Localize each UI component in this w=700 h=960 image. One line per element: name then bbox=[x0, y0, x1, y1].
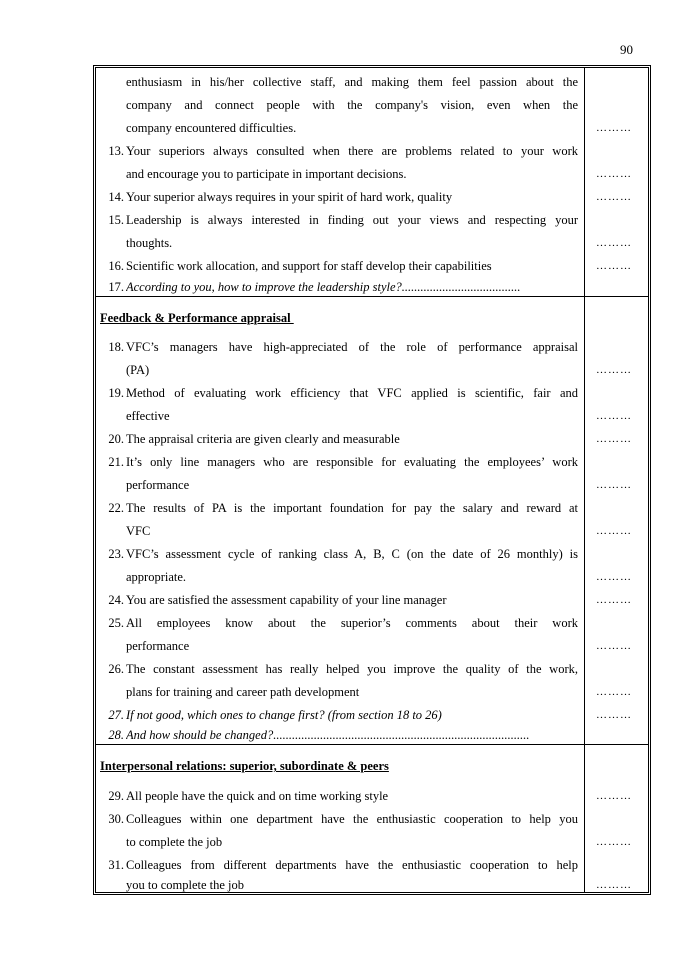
rating-blank[interactable]: ……… bbox=[596, 191, 632, 203]
item-text: effective bbox=[126, 409, 170, 423]
item-text: All people have the quick and on time working style bbox=[126, 789, 389, 803]
continuation-line: company and connect people with the company's vision, even when the bbox=[126, 98, 578, 112]
questionnaire-table bbox=[93, 65, 651, 895]
rating-blank[interactable]: ……… bbox=[596, 410, 632, 422]
item-number: 22. bbox=[108, 501, 124, 515]
rating-blank[interactable]: ……… bbox=[596, 260, 632, 272]
item-text: Leadership is always interested in finding out your views and respecting your bbox=[126, 213, 578, 227]
rating-blank[interactable]: ……… bbox=[596, 640, 632, 652]
item-text: Scientific work allocation, and support for staff develop their capabilities bbox=[126, 259, 492, 273]
rating-blank[interactable]: ……… bbox=[596, 168, 632, 180]
item-text: Colleagues from different departments have the enthusiastic cooperation to help bbox=[126, 858, 578, 872]
rating-blank[interactable]: ……… bbox=[596, 571, 632, 583]
item-number: 18. bbox=[108, 340, 124, 354]
item-text: Your superior always requires in your spirit of hard work, quality bbox=[126, 190, 453, 204]
item-text: You are satisfied the assessment capability of your line manager bbox=[126, 593, 447, 607]
item-number: 26. bbox=[108, 662, 124, 676]
item-number: 21. bbox=[108, 455, 124, 469]
item-number: 16. bbox=[108, 259, 124, 273]
item-number: 25. bbox=[108, 616, 124, 630]
item-text[interactable]: And how should be changed?.................................................................................. bbox=[126, 728, 530, 742]
rating-blank[interactable]: ……… bbox=[596, 433, 632, 445]
rating-blank[interactable]: ……… bbox=[596, 479, 632, 491]
item-number: 29. bbox=[108, 789, 124, 803]
page-number: 90 bbox=[620, 42, 633, 57]
item-text: to complete the job bbox=[126, 835, 223, 849]
continuation-line: company encountered difficulties. bbox=[126, 121, 297, 135]
rating-blank[interactable]: ……… bbox=[596, 237, 632, 249]
rating-blank[interactable]: ……… bbox=[596, 790, 632, 802]
item-number: 19. bbox=[108, 386, 124, 400]
item-number: 24. bbox=[108, 593, 124, 607]
item-number: 17. bbox=[108, 280, 124, 294]
rating-blank[interactable]: ……… bbox=[596, 879, 632, 891]
item-text: Your superiors always consulted when there are problems related to your work bbox=[126, 144, 578, 158]
column-divider bbox=[584, 68, 585, 892]
item-number: 20. bbox=[108, 432, 124, 446]
item-text: and encourage you to participate in important decisions. bbox=[126, 167, 407, 181]
item-text: performance bbox=[126, 639, 190, 653]
item-text: VFC’s managers have high-appreciated of the role of performance appraisal bbox=[126, 340, 578, 354]
item-number: 31. bbox=[108, 858, 124, 872]
item-text: The results of PA is the important foundation for pay the salary and reward at bbox=[126, 501, 578, 515]
item-text: The appraisal criteria are given clearly and measurable bbox=[126, 432, 400, 446]
item-text: performance bbox=[126, 478, 190, 492]
item-number: 23. bbox=[108, 547, 124, 561]
section-heading: Interpersonal relations: superior, subordinate & peers bbox=[100, 759, 389, 773]
item-number: 27. bbox=[108, 708, 124, 722]
item-number: 30. bbox=[108, 812, 124, 826]
item-text: Method of evaluating work efficiency that VFC applied is scientific, fair and bbox=[126, 386, 578, 400]
item-number: 15. bbox=[108, 213, 124, 227]
item-number: 13. bbox=[108, 144, 124, 158]
rating-blank[interactable]: ……… bbox=[596, 122, 632, 134]
rating-blank[interactable]: ……… bbox=[596, 709, 632, 721]
item-text: It’s only line managers who are responsible for evaluating the employees’ work bbox=[126, 455, 578, 469]
rating-blank[interactable]: ……… bbox=[596, 525, 632, 537]
item-text[interactable]: According to you, how to improve the leadership style?...................................... bbox=[126, 280, 521, 294]
item-text: All employees know about the superior’s comments about their work bbox=[126, 616, 578, 630]
item-number: 28. bbox=[108, 728, 124, 742]
item-text: VFC’s assessment cycle of ranking class A, B, C (on the date of 26 monthly) is bbox=[126, 547, 578, 561]
item-text: VFC bbox=[126, 524, 151, 538]
rating-blank[interactable]: ……… bbox=[596, 364, 632, 376]
item-text: (PA) bbox=[126, 363, 150, 377]
rating-blank[interactable]: ……… bbox=[596, 594, 632, 606]
item-number: 14. bbox=[108, 190, 124, 204]
rating-blank[interactable]: ……… bbox=[596, 836, 632, 848]
item-text: The constant assessment has really helped you improve the quality of the work, bbox=[126, 662, 578, 676]
continuation-line: enthusiasm in his/her collective staff, and making them feel passion about the bbox=[126, 75, 578, 89]
item-text: plans for training and career path development bbox=[126, 685, 360, 699]
item-text: appropriate. bbox=[126, 570, 187, 584]
item-text: you to complete the job bbox=[126, 878, 245, 892]
item-text: If not good, which ones to change first? (from section 18 to 26) bbox=[126, 708, 442, 722]
item-text: thoughts. bbox=[126, 236, 173, 250]
rating-blank[interactable]: ……… bbox=[596, 686, 632, 698]
section-heading: Feedback & Performance appraisal bbox=[100, 311, 294, 325]
item-text: Colleagues within one department have the enthusiastic cooperation to help you bbox=[126, 812, 578, 826]
